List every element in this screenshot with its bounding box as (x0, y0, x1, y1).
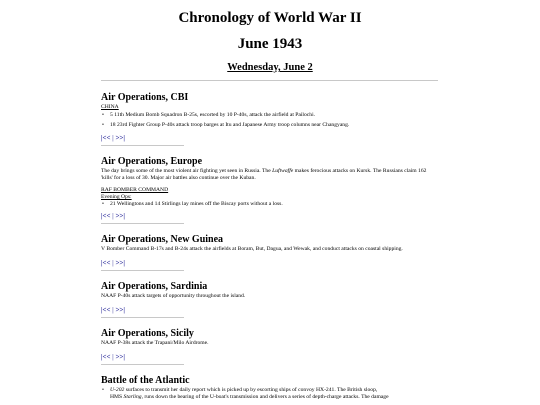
month-heading: June 1943 (237, 36, 303, 52)
nav-next-link[interactable]: >>| (115, 134, 125, 142)
section-title: Battle of the Atlantic (101, 375, 190, 386)
list-item (101, 112, 438, 119)
page-title: Chronology of World War II (178, 10, 362, 26)
section-title: Air Operations, New Guinea (101, 234, 224, 245)
section-title: Air Operations, Sicily (101, 328, 194, 339)
section-divider (101, 270, 184, 271)
section-title: Air Operations, CBI (101, 92, 189, 103)
item-text: , runs down the bearing of the U-boat's transmission and delivers a series of depth-charge attacks. The damage (141, 394, 389, 400)
text-part: The day brings some of the most violent air fighting yet seen in Russia. The (101, 168, 273, 174)
item-text: 5 11th Medium Bomb Squadron B-25s, escorted by 10 P-40s, attack the airfield at Pailochi. (110, 112, 316, 118)
list-item (101, 201, 438, 208)
ship-name: Starling (123, 394, 142, 400)
section-divider (101, 223, 184, 224)
ops-label: Evening Ops: (101, 194, 132, 200)
section-nav (101, 212, 438, 221)
section-nav (101, 353, 438, 362)
document-header (0, 0, 540, 74)
nav-first-link[interactable]: |<< (101, 353, 111, 361)
bullet-icon: • (102, 201, 104, 207)
region-label-china: CHINA (101, 104, 119, 110)
section-air-operations-sardinia (101, 281, 438, 318)
list-item (101, 122, 438, 129)
section-divider (101, 145, 184, 146)
item-text: 18 23rd Fighter Group P-40s attack troop barges at Itu and Japanese Army troop columns near Changyang. (110, 122, 350, 128)
bullet-icon: • (102, 112, 104, 118)
nav-next-link[interactable]: >>| (115, 259, 125, 267)
bullet-icon: • (102, 387, 104, 393)
nav-first-link[interactable]: |<< (101, 306, 111, 314)
item-text: 21 Wellingtons and 14 Stirlings lay mines off the Biscay ports without a loss. (110, 201, 283, 207)
section-text: NAAF P-40s attack targets of opportunity throughout the island. (101, 293, 246, 299)
nav-next-link[interactable]: >>| (115, 212, 125, 220)
section-title: Air Operations, Europe (101, 156, 203, 167)
event-list (101, 112, 438, 129)
nav-separator: | (112, 306, 114, 314)
list-item (101, 387, 438, 401)
u-boat-name: U-202 (110, 387, 125, 393)
nav-first-link[interactable]: |<< (101, 134, 111, 142)
item-text: surfaces to transmit her daily report which is picked up by escorting ships of convoy HX-241. The British sloop, (124, 387, 378, 393)
text-italic: Luftwaffe (272, 168, 294, 174)
command-label: RAF BOMBER COMMAND (101, 187, 169, 193)
section-divider (101, 364, 184, 365)
section-nav (101, 259, 438, 268)
nav-separator: | (112, 259, 114, 267)
section-text: NAAF P-38s attack the Trapani/Milo Airdrome. (101, 340, 209, 346)
section-battle-of-the-atlantic (101, 375, 438, 401)
nav-separator: | (112, 134, 114, 142)
nav-next-link[interactable]: >>| (115, 353, 125, 361)
nav-first-link[interactable]: |<< (101, 259, 111, 267)
nav-next-link[interactable]: >>| (115, 306, 125, 314)
section-text (101, 168, 438, 182)
section-air-operations-sicily (101, 328, 438, 365)
nav-first-link[interactable]: |<< (101, 212, 111, 220)
section-air-operations-europe (101, 156, 438, 224)
event-list (101, 201, 438, 208)
section-nav (101, 306, 438, 315)
section-divider (101, 317, 184, 318)
day-heading: Wednesday, June 2 (227, 62, 313, 73)
header-divider (101, 80, 438, 81)
section-text: V Bomber Command B-17s and B-24s attack the airfields at Boram, But, Dagua, and Wewak, and conduct attacks on coastal shipping. (101, 246, 403, 252)
nav-separator: | (112, 353, 114, 361)
text-part: makes ferocious attacks on Kursk. The Russians claim 162 'kills' for a loss of 30. Major air battles also continue over the Kuban. (101, 168, 427, 181)
section-nav (101, 134, 438, 143)
item-text: HMS (110, 394, 124, 400)
section-air-operations-new-guinea (101, 234, 438, 271)
bullet-icon: • (102, 122, 104, 128)
section-air-operations-cbi (101, 92, 438, 146)
event-list (101, 387, 438, 401)
nav-separator: | (112, 212, 114, 220)
section-title: Air Operations, Sardinia (101, 281, 208, 292)
